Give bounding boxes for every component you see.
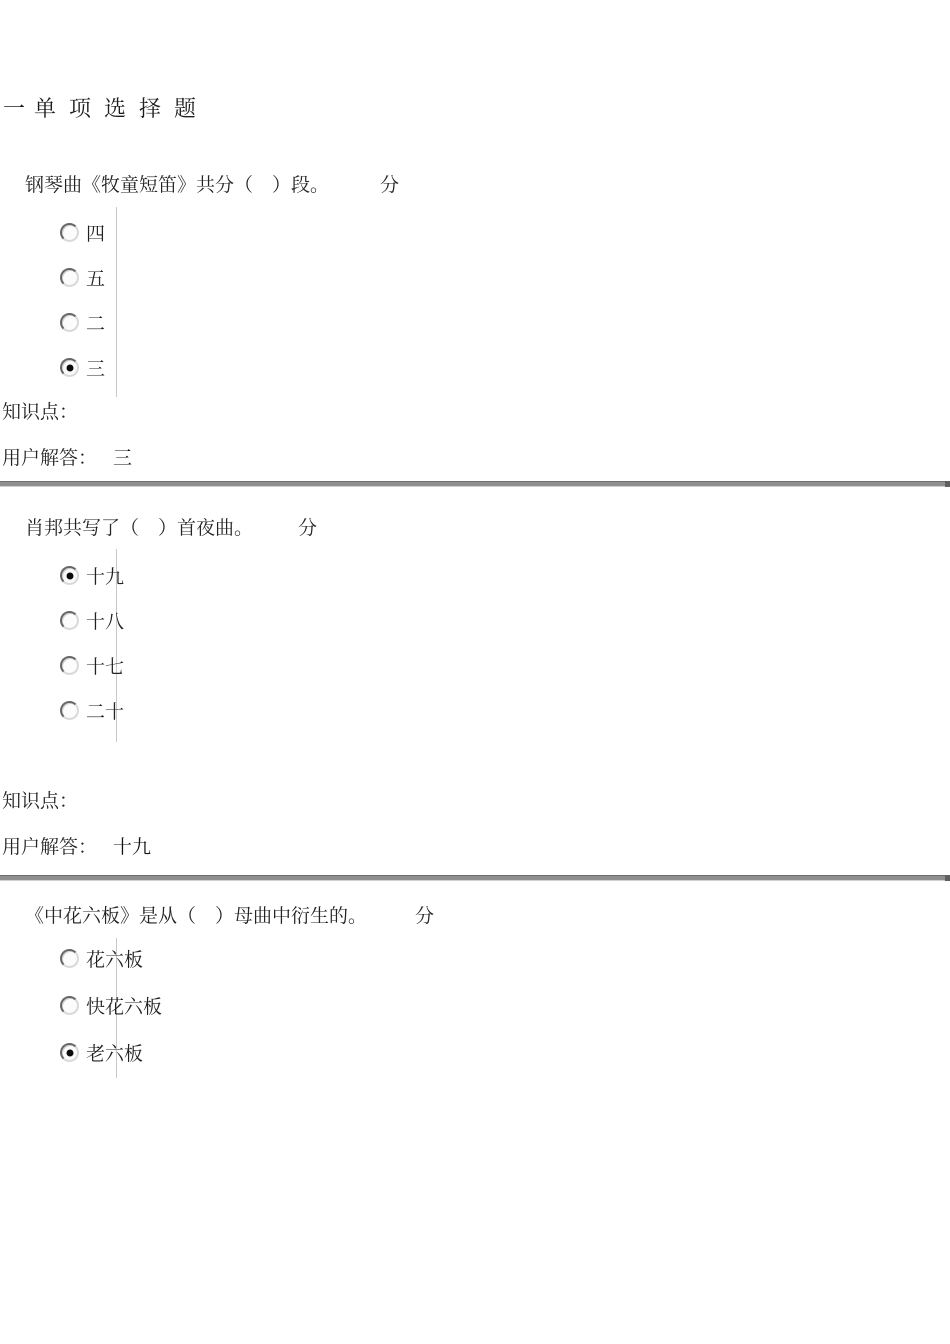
- section-divider: [0, 875, 950, 881]
- knowledge-point-label: 知识点：: [2, 402, 79, 423]
- radio-option-label: 二十: [86, 702, 125, 723]
- radio-option[interactable]: [60, 643, 124, 688]
- question-1-options: [60, 210, 105, 390]
- question-2-text: 肖邦共写了（ ）首夜曲。: [25, 518, 254, 539]
- question-3-text: 《中花六板》是从（ ）母曲中衍生的。: [25, 906, 368, 927]
- radio-button[interactable]: [60, 358, 79, 377]
- radio-option[interactable]: [60, 935, 162, 982]
- radio-option[interactable]: [60, 688, 124, 733]
- radio-option[interactable]: [60, 982, 162, 1029]
- question-3-score-label: 分: [415, 906, 435, 927]
- column-rule-1: [116, 207, 117, 397]
- radio-button[interactable]: [60, 611, 79, 630]
- question-3-options: [60, 935, 162, 1076]
- radio-button[interactable]: [60, 223, 79, 242]
- knowledge-point-row: [2, 397, 78, 424]
- radio-button[interactable]: [60, 313, 79, 332]
- radio-button[interactable]: [60, 566, 79, 585]
- section-index: 一: [3, 96, 26, 121]
- radio-option-label: 二: [86, 314, 106, 335]
- radio-option-label: 三: [86, 359, 106, 380]
- radio-button[interactable]: [60, 949, 79, 968]
- radio-option[interactable]: [60, 210, 105, 255]
- radio-option-label: 快花六板: [86, 997, 163, 1018]
- user-answer-value: 十九: [113, 837, 152, 858]
- radio-button[interactable]: [60, 268, 79, 287]
- radio-option[interactable]: [60, 553, 124, 598]
- radio-button[interactable]: [60, 656, 79, 675]
- knowledge-point-label: 知识点：: [2, 791, 79, 812]
- radio-button[interactable]: [60, 701, 79, 720]
- radio-option-label: 十九: [86, 567, 125, 588]
- question-1-text: 钢琴曲《牧童短笛》共分（ ）段。: [25, 175, 330, 196]
- radio-option[interactable]: [60, 598, 124, 643]
- radio-option[interactable]: [60, 300, 105, 345]
- radio-option-label: 五: [86, 269, 106, 290]
- radio-option-label: 花六板: [86, 950, 144, 971]
- radio-option-label: 老六板: [86, 1044, 144, 1065]
- section-title: 单项选择题: [34, 96, 210, 121]
- question-2-options: [60, 553, 124, 733]
- user-answer-label: 用户解答：: [2, 448, 98, 469]
- radio-button[interactable]: [60, 1043, 79, 1062]
- radio-option[interactable]: [60, 345, 105, 390]
- radio-option-label: 十七: [86, 657, 125, 678]
- section-divider: [0, 481, 950, 487]
- section-heading: [3, 92, 209, 123]
- radio-option[interactable]: [60, 1029, 162, 1076]
- user-answer-row: [2, 443, 133, 470]
- user-answer-label: 用户解答：: [2, 837, 98, 858]
- radio-option-label: 四: [86, 224, 106, 245]
- radio-option-label: 十八: [86, 612, 125, 633]
- question-2-score-label: 分: [298, 518, 318, 539]
- radio-option[interactable]: [60, 255, 105, 300]
- knowledge-point-row: [2, 786, 78, 813]
- user-answer-row: [2, 832, 152, 859]
- question-1-score-label: 分: [380, 175, 400, 196]
- radio-button[interactable]: [60, 996, 79, 1015]
- user-answer-value: 三: [113, 448, 133, 469]
